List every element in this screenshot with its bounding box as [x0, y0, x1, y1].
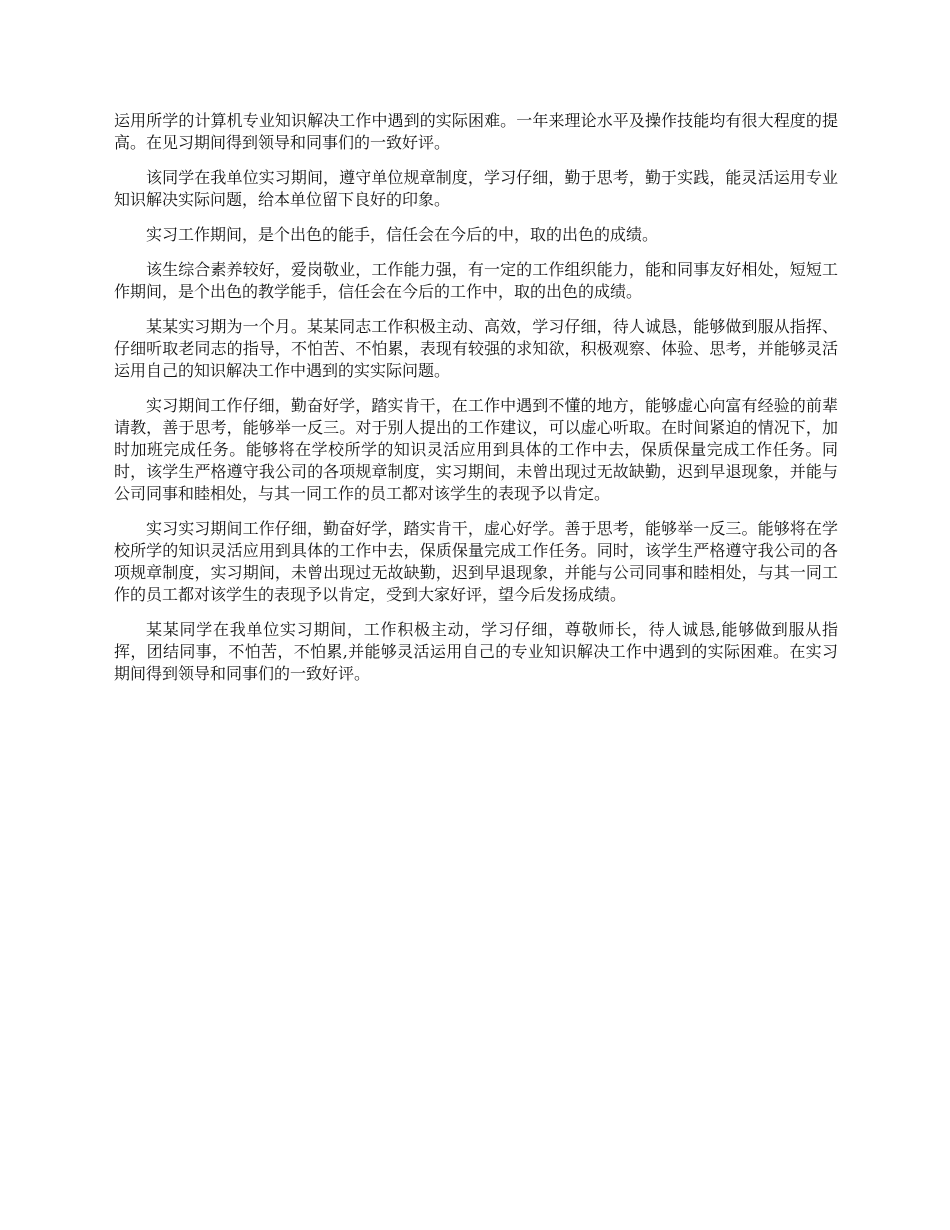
document-page — [114, 110, 838, 698]
paragraph-5: 某某实习期为一个月。某某同志工作积极主动、高效，学习仔细，待人诚恳，能够做到服从指挥、仔细听取老同志的指导，不怕苦、不怕累，表现有较强的求知欲，积极观察、体验、思考，并能够灵活运用自己的知识解决工作中遇到的实实际问题。 — [114, 317, 838, 380]
paragraph-8: 某某同学在我单位实习期间，工作积极主动，学习仔细，尊敬师长，待人诚恳,能够做到服从指挥，团结同事，不怕苦，不怕累,并能够灵活运用自己的专业知识解决工作中遇到的实际困难。在实习期间得到领导和同事们的一致好评。 — [114, 620, 838, 683]
paragraph-6: 实习期间工作仔细，勤奋好学，踏实肯干，在工作中遇到不懂的地方，能够虚心向富有经验的前辈请教，善于思考，能够举一反三。对于别人提出的工作建议，可以虚心听取。在时间紧迫的情况下，加时加班完成任务。能够将在学校所学的知识灵活应用到具体的工作中去，保质保量完成工作任务。同时，该学生严格遵守我公司的各项规章制度，实习期间，未曾出现过无故缺勤，迟到早退现象，并能与公司同事和睦相处，与其一同工作的员工都对该学生的表现予以肯定。 — [114, 396, 838, 503]
paragraph-7: 实习实习期间工作仔细，勤奋好学，踏实肯干，虚心好学。善于思考，能够举一反三。能够将在学校所学的知识灵活应用到具体的工作中去，保质保量完成工作任务。同时，该学生严格遵守我公司的各项规章制度，实习期间，未曾出现过无故缺勤，迟到早退现象，并能与公司同事和睦相处，与其一同工作的员工都对该学生的表现予以肯定，受到大家好评，望今后发扬成绩。 — [114, 519, 838, 604]
paragraph-4: 该生综合素养较好，爱岗敬业，工作能力强，有一定的工作组织能力，能和同事友好相处，短短工作期间，是个出色的教学能手，信任会在今后的工作中，取的出色的成绩。 — [114, 260, 838, 301]
paragraph-2: 该同学在我单位实习期间，遵守单位规章制度，学习仔细，勤于思考，勤于实践，能灵活运用专业知识解决实际问题，给本单位留下良好的印象。 — [114, 168, 838, 209]
paragraph-3: 实习工作期间，是个出色的能手，信任会在今后的中，取的出色的成绩。 — [146, 225, 659, 244]
paragraph-1: 运用所学的计算机专业知识解决工作中遇到的实际困难。一年来理论水平及操作技能均有很大程度的提高。在见习期间得到领导和同事们的一致好评。 — [114, 111, 838, 152]
